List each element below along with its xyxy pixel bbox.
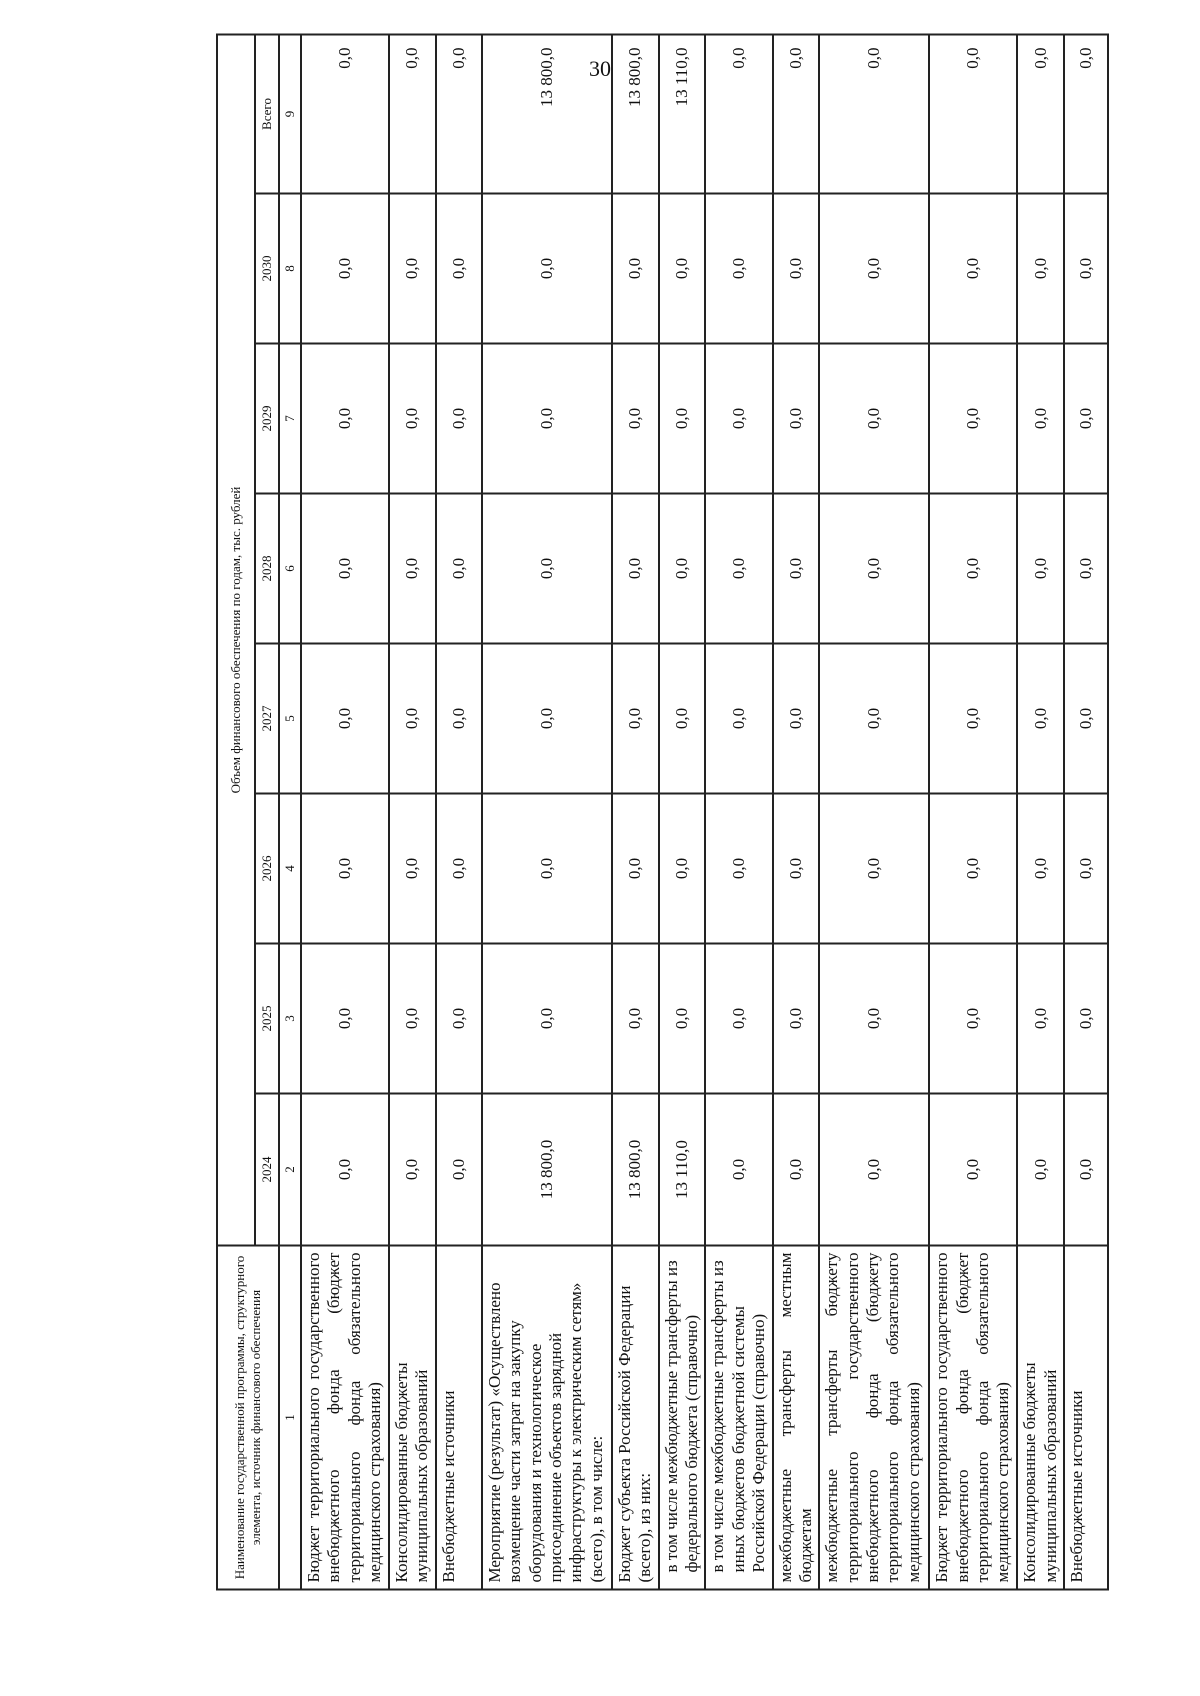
column-number: 9 (279, 34, 301, 193)
cell-value: 0,0 (1017, 794, 1064, 944)
cell-value: 0,0 (705, 494, 772, 644)
cell-value: 0,0 (705, 944, 772, 1094)
cell-value: 0,0 (773, 944, 820, 1094)
cell-value: 0,0 (773, 1094, 820, 1246)
cell-value: 0,0 (819, 644, 929, 794)
cell-value: 0,0 (659, 194, 706, 344)
cell-value: 0,0 (773, 644, 820, 794)
year-header: 2030 (255, 194, 279, 344)
row-label: Бюджет территориального государственного внебюджетного фонда (бюджет территориального фонда обязательного медицинского страхования) (929, 1246, 1017, 1590)
cell-value: 0,0 (929, 1094, 1017, 1246)
cell-total: 13 800,0 (612, 34, 659, 193)
cell-value: 0,0 (929, 644, 1017, 794)
cell-value: 0,0 (1064, 944, 1108, 1094)
cell-value: 0,0 (612, 344, 659, 494)
cell-value: 0,0 (301, 344, 389, 494)
row-label: Внебюджетные источники (436, 1246, 482, 1590)
row-label: Консолидированные бюджеты муниципальных образований (1017, 1246, 1064, 1590)
cell-value: 13 800,0 (482, 1094, 612, 1246)
cell-value: 0,0 (773, 494, 820, 644)
funding-group-header: Объем финансового обеспечения по годам, тыс. рублей (217, 34, 255, 1245)
cell-value: 0,0 (612, 644, 659, 794)
cell-value: 0,0 (301, 1094, 389, 1246)
table-row (482, 34, 612, 1589)
cell-value: 0,0 (1017, 494, 1064, 644)
cell-value: 0,0 (929, 344, 1017, 494)
cell-value: 0,0 (612, 494, 659, 644)
column-number: 7 (279, 344, 301, 494)
cell-total: 0,0 (1064, 34, 1108, 193)
table-row (301, 34, 389, 1589)
cell-value: 0,0 (612, 794, 659, 944)
cell-value: 0,0 (773, 344, 820, 494)
table-row (1017, 34, 1064, 1589)
row-label: в том числе межбюджетные трансферты из федерального бюджета (справочно) (659, 1246, 706, 1590)
column-number: 4 (279, 794, 301, 944)
cell-value: 0,0 (482, 194, 612, 344)
cell-total: 0,0 (389, 34, 436, 193)
financing-table (216, 33, 1109, 1590)
cell-total: 0,0 (1017, 34, 1064, 193)
cell-total: 0,0 (929, 34, 1017, 193)
cell-value: 0,0 (389, 344, 436, 494)
cell-value: 0,0 (301, 494, 389, 644)
cell-value: 0,0 (1064, 1094, 1108, 1246)
year-header: 2026 (255, 794, 279, 944)
cell-value: 0,0 (482, 494, 612, 644)
column-number: 8 (279, 194, 301, 344)
cell-total: 13 110,0 (659, 34, 706, 193)
table-row (929, 34, 1017, 1589)
cell-value: 0,0 (389, 944, 436, 1094)
table-row (389, 34, 436, 1589)
cell-value: 0,0 (929, 794, 1017, 944)
cell-value: 0,0 (819, 1094, 929, 1246)
cell-value: 0,0 (301, 944, 389, 1094)
cell-value: 0,0 (659, 494, 706, 644)
table-row (436, 34, 482, 1589)
cell-value: 0,0 (705, 794, 772, 944)
cell-total: 0,0 (819, 34, 929, 193)
cell-value: 0,0 (705, 644, 772, 794)
cell-value: 13 800,0 (612, 1094, 659, 1246)
cell-value: 0,0 (1017, 194, 1064, 344)
total-header: Всего (255, 34, 279, 193)
column-number: 6 (279, 494, 301, 644)
table-row (1064, 34, 1108, 1589)
column-number: 5 (279, 644, 301, 794)
cell-total: 13 800,0 (482, 34, 612, 193)
row-label: Внебюджетные источники (1064, 1246, 1108, 1590)
cell-value: 0,0 (659, 644, 706, 794)
cell-value: 0,0 (1064, 794, 1108, 944)
cell-value: 0,0 (436, 194, 482, 344)
row-label: Мероприятие (результат) «Осуществлено возмещение части затрат на закупку оборудования и технологическое присоединение объектов зарядной инфраструктуры к электрическим сетям» (всего), в том числе: (482, 1246, 612, 1590)
cell-value: 0,0 (1064, 344, 1108, 494)
year-header: 2028 (255, 494, 279, 644)
cell-value: 0,0 (929, 194, 1017, 344)
cell-value: 0,0 (1017, 1094, 1064, 1246)
cell-value: 0,0 (819, 944, 929, 1094)
cell-value: 0,0 (301, 194, 389, 344)
year-header: 2027 (255, 644, 279, 794)
name-column-header: Наименование государственной программы, структурного элемента, источник финансового обеспечения (217, 1246, 279, 1590)
cell-value: 0,0 (436, 344, 482, 494)
cell-value: 0,0 (301, 644, 389, 794)
table-row (659, 34, 706, 1589)
cell-value: 0,0 (436, 494, 482, 644)
cell-value: 0,0 (389, 644, 436, 794)
table-row (612, 34, 659, 1589)
year-header: 2029 (255, 344, 279, 494)
cell-value: 0,0 (436, 944, 482, 1094)
cell-value: 0,0 (482, 644, 612, 794)
cell-value: 13 110,0 (659, 1094, 706, 1246)
cell-value: 0,0 (773, 794, 820, 944)
year-header: 2024 (255, 1094, 279, 1246)
cell-value: 0,0 (819, 494, 929, 644)
cell-value: 0,0 (1017, 344, 1064, 494)
row-label: Консолидированные бюджеты муниципальных образований (389, 1246, 436, 1590)
cell-value: 0,0 (1064, 494, 1108, 644)
cell-total: 0,0 (301, 34, 389, 193)
cell-value: 0,0 (1017, 944, 1064, 1094)
cell-total: 0,0 (705, 34, 772, 193)
cell-value: 0,0 (929, 944, 1017, 1094)
cell-value: 0,0 (389, 494, 436, 644)
cell-value: 0,0 (482, 794, 612, 944)
cell-value: 0,0 (1064, 644, 1108, 794)
cell-value: 0,0 (389, 194, 436, 344)
page-number: 30 (589, 56, 611, 81)
table-row (773, 34, 820, 1589)
cell-value: 0,0 (819, 194, 929, 344)
cell-value: 0,0 (389, 794, 436, 944)
cell-value: 0,0 (819, 794, 929, 944)
cell-value: 0,0 (612, 194, 659, 344)
cell-value: 0,0 (773, 194, 820, 344)
row-label: в том числе межбюджетные трансферты из иных бюджетов бюджетной системы Российской Федерации (справочно) (705, 1246, 772, 1590)
table-row (819, 34, 929, 1589)
cell-total: 0,0 (436, 34, 482, 193)
row-label: межбюджетные трансферты бюджету территориального государственного внебюджетного фонда (бюджету территориального фонда обязательного медицинского страхования) (819, 1246, 929, 1590)
row-label: межбюджетные трансферты местным бюджетам (773, 1246, 820, 1590)
row-label: Бюджет территориального государственного внебюджетного фонда (бюджет территориального фонда обязательного медицинского страхования) (301, 1246, 389, 1590)
row-label: Бюджет субъекта Российской Федерации (всего), из них: (612, 1246, 659, 1590)
year-header: 2025 (255, 944, 279, 1094)
cell-value: 0,0 (482, 944, 612, 1094)
column-number: 1 (279, 1246, 301, 1590)
cell-value: 0,0 (436, 794, 482, 944)
cell-value: 0,0 (705, 194, 772, 344)
cell-value: 0,0 (1017, 644, 1064, 794)
cell-value: 0,0 (389, 1094, 436, 1246)
cell-value: 0,0 (659, 944, 706, 1094)
cell-value: 0,0 (482, 344, 612, 494)
cell-value: 0,0 (436, 644, 482, 794)
cell-value: 0,0 (819, 344, 929, 494)
cell-value: 0,0 (301, 794, 389, 944)
column-number: 3 (279, 944, 301, 1094)
cell-total: 0,0 (773, 34, 820, 193)
cell-value: 0,0 (659, 794, 706, 944)
column-number: 2 (279, 1094, 301, 1246)
cell-value: 0,0 (436, 1094, 482, 1246)
cell-value: 0,0 (659, 344, 706, 494)
cell-value: 0,0 (612, 944, 659, 1094)
cell-value: 0,0 (1064, 194, 1108, 344)
cell-value: 0,0 (705, 1094, 772, 1246)
table-row (705, 34, 772, 1589)
cell-value: 0,0 (929, 494, 1017, 644)
rotated-table-wrapper (216, 47, 1096, 1591)
cell-value: 0,0 (705, 344, 772, 494)
